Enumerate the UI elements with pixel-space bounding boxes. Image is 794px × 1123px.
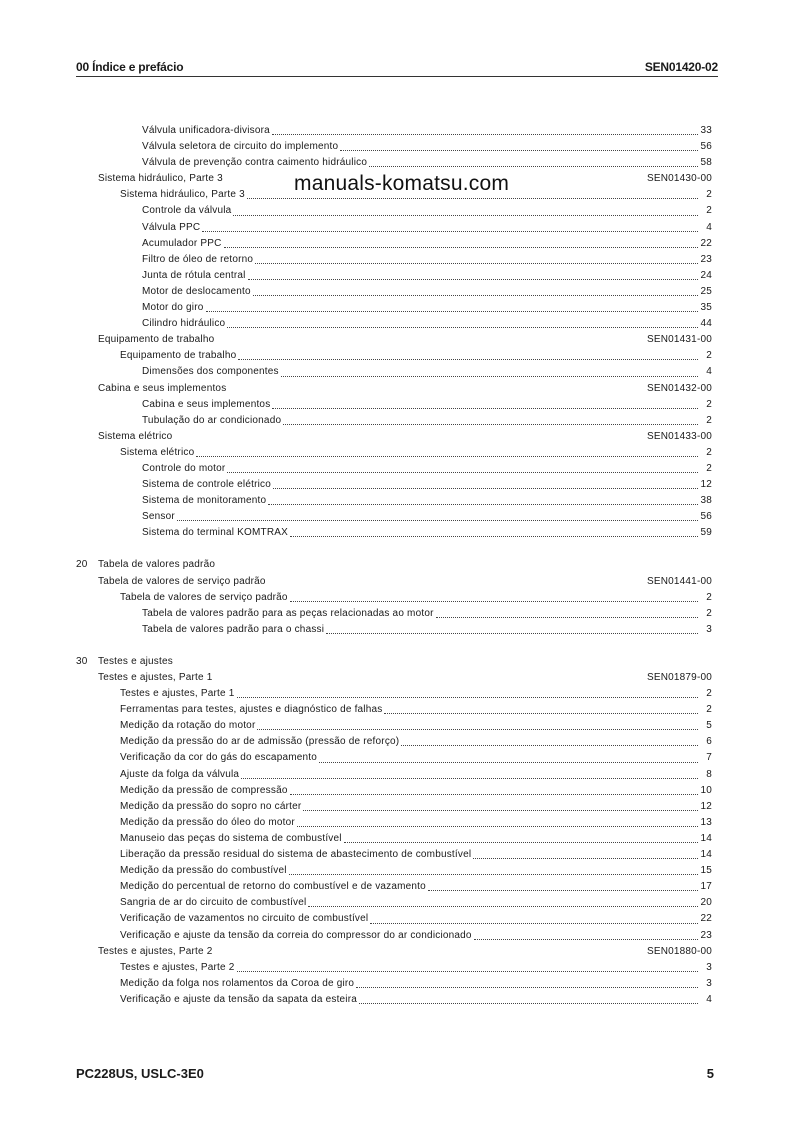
toc-entry-row[interactable] — [76, 493, 712, 509]
toc-leader-dots — [238, 359, 698, 360]
toc-leader-dots — [344, 842, 698, 843]
toc-entry-row[interactable] — [76, 767, 712, 783]
toc-entry-title: Controle do motor — [142, 462, 226, 474]
toc-entry-row[interactable] — [76, 364, 712, 380]
toc-entry-title: Medição da pressão do combustível — [120, 865, 287, 877]
toc-leader-dots — [436, 617, 698, 618]
toc-leader-dots — [303, 810, 698, 811]
toc-entry-row[interactable] — [76, 702, 712, 718]
toc-leader-dots — [273, 488, 698, 489]
toc-leader-dots — [289, 874, 698, 875]
toc-page-number: 25 — [700, 285, 712, 297]
toc-leader — [227, 316, 712, 332]
toc-leader-dots — [272, 408, 698, 409]
toc-entry-title: Equipamento de trabalho — [120, 350, 237, 362]
toc-leader-dots — [202, 231, 698, 232]
toc-page-number: 2 — [706, 704, 712, 716]
toc-leader — [281, 364, 712, 380]
toc-leader-dots — [428, 890, 698, 891]
toc-entry-title: Medição da pressão do sopro no cárter — [120, 800, 302, 812]
toc-entry-row[interactable] — [76, 348, 712, 364]
toc-entry-row[interactable] — [76, 992, 712, 1008]
toc-page-number: 2 — [706, 350, 712, 362]
toc-entry-title: Testes e ajustes, Parte 2 — [120, 961, 235, 973]
toc-leader — [303, 799, 712, 815]
toc-leader — [290, 590, 712, 606]
toc-leader — [196, 445, 712, 461]
toc-page-number: 12 — [700, 479, 712, 491]
toc-leader-dots — [248, 279, 698, 280]
toc-entry-title: Sensor — [142, 511, 175, 523]
toc-leader — [273, 477, 712, 493]
toc-page-number: 7 — [706, 752, 712, 764]
toc-page-number: 10 — [700, 784, 712, 796]
toc-leader-dots — [340, 150, 698, 151]
toc-leader-dots — [308, 906, 698, 907]
toc-page-number: 15 — [700, 865, 712, 877]
toc-page-number: 22 — [700, 237, 712, 249]
toc-chapter-number: 20 — [76, 559, 88, 571]
toc-page-number: 14 — [700, 849, 712, 861]
toc-entry-title: Sistema do terminal KOMTRAX — [142, 527, 288, 539]
toc-leader-dots — [241, 778, 698, 779]
toc-leader — [474, 928, 712, 944]
toc-page-number: 4 — [706, 366, 712, 378]
toc-page-number: 44 — [700, 318, 712, 330]
toc-entry-row[interactable] — [76, 236, 712, 252]
toc-page-number: 23 — [700, 253, 712, 265]
toc-entry-title: Sangria de ar do circuito de combustível — [120, 897, 307, 909]
toc-entry-row[interactable] — [76, 139, 712, 155]
toc-page-number: 2 — [706, 688, 712, 700]
toc-leader-dots — [227, 327, 698, 328]
toc-page-number: 4 — [706, 221, 712, 233]
toc-page-number: 22 — [700, 913, 712, 925]
toc-entry-row[interactable] — [76, 622, 712, 638]
toc-entry-row[interactable] — [76, 815, 712, 831]
toc-page-number: 59 — [700, 527, 712, 539]
toc-entry-row[interactable] — [76, 461, 712, 477]
toc-leader-dots — [319, 762, 698, 763]
toc-page-number: 2 — [706, 607, 712, 619]
toc-page-number: 56 — [700, 511, 712, 523]
toc-entry-title: Sistema de controle elétrico — [142, 479, 271, 491]
toc-entry-row[interactable] — [76, 928, 712, 944]
toc-chapter-title: Tabela de valores padrão — [98, 559, 216, 571]
toc-entry-title: Junta de rótula central — [142, 269, 246, 281]
toc-entry-row[interactable] — [76, 895, 712, 911]
toc-entry-row[interactable] — [76, 960, 712, 976]
toc-leader-dots — [290, 536, 698, 537]
toc-leader — [233, 203, 712, 219]
toc-section-code: SEN01880-00 — [646, 945, 712, 957]
toc-entry-title: Manuseio das peças do sistema de combustível — [120, 832, 342, 844]
toc-leader — [473, 847, 712, 863]
toc-entry-row[interactable] — [76, 911, 712, 927]
toc-entry-title: Medição da rotação do motor — [120, 720, 256, 732]
toc-entry-title: Verificação da cor do gás do escapamento — [120, 752, 318, 764]
toc-leader — [237, 686, 712, 702]
toc-page-number: 17 — [700, 881, 712, 893]
running-header-doc-code: SEN01420-02 — [644, 60, 718, 74]
toc-entry-row[interactable] — [76, 718, 712, 734]
toc-page-number: 2 — [706, 414, 712, 426]
toc-chapter-number: 30 — [76, 655, 88, 667]
toc-entry-title: Ferramentas para testes, ajustes e diagnóstico de falhas — [120, 704, 383, 716]
toc-entry-row[interactable] — [76, 863, 712, 879]
toc-entry-title: Medição do percentual de retorno do combustível e de vazamento — [120, 881, 426, 893]
toc-entry-title: Cabina e seus implementos — [142, 398, 271, 410]
toc-leader — [290, 525, 712, 541]
toc-section-row[interactable] — [76, 332, 712, 348]
toc-entry-title: Sistema elétrico — [98, 430, 173, 442]
toc-entry-row[interactable] — [76, 397, 712, 413]
toc-entry-title: Medição da pressão de compressão — [120, 784, 288, 796]
toc-leader — [257, 718, 712, 734]
toc-leader — [290, 783, 712, 799]
toc-leader-dots — [297, 826, 698, 827]
toc-entry-row[interactable] — [76, 477, 712, 493]
toc-entry-row[interactable] — [76, 525, 712, 541]
toc-leader-dots — [283, 424, 698, 425]
toc-leader — [370, 911, 712, 927]
toc-page-number: 3 — [706, 961, 712, 973]
toc-entry-title: Tabela de valores de serviço padrão — [98, 575, 266, 587]
toc-entry-title: Cabina e seus implementos — [98, 382, 227, 394]
toc-page-number: 2 — [706, 398, 712, 410]
toc-page-number: 13 — [700, 816, 712, 828]
toc-entry-row[interactable] — [76, 879, 712, 895]
toc-leader-dots — [233, 215, 698, 216]
toc-entry-title: Sistema hidráulico, Parte 3 — [98, 173, 223, 185]
toc-entry-row[interactable] — [76, 847, 712, 863]
toc-leader-dots — [206, 311, 698, 312]
toc-leader — [319, 750, 712, 766]
toc-leader — [289, 863, 712, 879]
toc-leader-dots — [384, 713, 698, 714]
toc-entry-row[interactable] — [76, 284, 712, 300]
toc-entry-row[interactable] — [76, 750, 712, 766]
toc-page-number: 6 — [706, 736, 712, 748]
toc-entry-title: Cilindro hidráulico — [142, 318, 226, 330]
watermark: manuals-komatsu.com — [294, 172, 510, 195]
toc-leader — [326, 622, 712, 638]
toc-leader — [272, 123, 712, 139]
toc-entry-title: Testes e ajustes, Parte 1 — [98, 672, 213, 683]
toc-page-number: 20 — [700, 897, 712, 909]
toc-leader-dots — [359, 1003, 698, 1004]
toc-entry-title: Acumulador PPC — [142, 237, 222, 249]
toc-entry-row[interactable] — [76, 300, 712, 316]
toc-entry-title: Medição da folga nos rolamentos da Coroa de giro — [120, 977, 355, 989]
toc-leader-dots — [370, 923, 698, 924]
toc-entry-title: Equipamento de trabalho — [98, 334, 215, 346]
toc-entry-row[interactable] — [76, 783, 712, 799]
toc-leader — [238, 348, 712, 364]
toc-entry-title: Tabela de valores padrão para o chassi — [142, 623, 325, 635]
toc-page-number: 12 — [700, 800, 712, 812]
toc-entry-title: Controle da válvula — [142, 205, 232, 217]
toc-leader — [401, 734, 712, 750]
toc-entry-title: Ajuste da folga da válvula — [120, 768, 240, 780]
toc-leader — [340, 139, 712, 155]
toc-leader-dots — [253, 295, 698, 296]
toc-chapter-row[interactable] — [76, 557, 712, 573]
toc-entry-row[interactable] — [76, 123, 712, 139]
toc-leader — [356, 976, 712, 992]
toc-leader — [237, 960, 712, 976]
toc-entry-title: Verificação de vazamentos no circuito de combustível — [120, 913, 369, 925]
toc-leader — [436, 606, 712, 622]
toc-entry-row[interactable] — [76, 799, 712, 815]
toc-section-code: SEN01430-00 — [646, 173, 712, 185]
toc-leader-dots — [369, 166, 698, 167]
toc-chapter-title: Testes e ajustes — [98, 655, 173, 667]
toc-entry-title: Válvula seletora de circuito do implemento — [142, 141, 339, 153]
running-header-title: 00 Índice e prefácio — [76, 60, 184, 74]
toc-leader — [248, 268, 712, 284]
toc-leader — [297, 815, 712, 831]
toc-entry-row[interactable] — [76, 590, 712, 606]
toc-entry-title: Verificação e ajuste da tensão da correia do compressor do ar condicionado — [120, 929, 472, 941]
toc-entry-title: Sistema hidráulico, Parte 3 — [120, 189, 245, 201]
toc-entry-title: Verificação e ajuste da tensão da sapata da esteira — [120, 993, 358, 1005]
toc-leader-dots — [401, 745, 698, 746]
toc-entry-row[interactable] — [76, 976, 712, 992]
toc-entry-row[interactable] — [76, 686, 712, 702]
toc-entry-row[interactable] — [76, 252, 712, 268]
toc-entry-title: Tabela de valores de serviço padrão — [120, 591, 288, 603]
toc-entry-title: Tubulação do ar condicionado — [142, 414, 282, 426]
toc-entry-title: Válvula unificadora-divisora — [142, 125, 270, 136]
toc-leader-dots — [247, 198, 698, 199]
toc-page-number: 38 — [700, 495, 712, 507]
toc-leader — [369, 155, 712, 171]
footer-page-number: 5 — [706, 1066, 714, 1081]
toc-page-number: 2 — [706, 446, 712, 458]
toc-entry-title: Liberação da pressão residual do sistema de abastecimento de combustível — [120, 849, 472, 861]
toc-leader-dots — [237, 697, 698, 698]
toc-page-number: 2 — [706, 205, 712, 217]
toc-page-number: 56 — [700, 141, 712, 153]
toc-chapter-row[interactable] — [76, 654, 712, 670]
toc-page-number: 3 — [706, 977, 712, 989]
toc-leader — [359, 992, 712, 1008]
toc-section-code: SEN01433-00 — [646, 430, 712, 442]
toc-page-number: 5 — [706, 720, 712, 732]
toc-entry-title: Testes e ajustes, Parte 2 — [98, 945, 213, 957]
toc-page-number: 23 — [700, 929, 712, 941]
toc-entry-row[interactable] — [76, 220, 712, 236]
toc-leader — [253, 284, 712, 300]
toc-leader — [227, 461, 712, 477]
toc-leader — [255, 252, 712, 268]
toc-section-row[interactable] — [76, 429, 712, 445]
toc-section-code: SEN01879-00 — [646, 672, 712, 683]
toc-entry-title: Testes e ajustes, Parte 1 — [120, 688, 235, 700]
toc-leader — [428, 879, 712, 895]
toc-entry-row[interactable] — [76, 606, 712, 622]
toc-leader-dots — [268, 504, 698, 505]
toc-section-row[interactable] — [76, 944, 712, 960]
toc-leader-dots — [356, 987, 698, 988]
toc-entry-title: Filtro de óleo de retorno — [142, 253, 254, 265]
toc-leader-dots — [290, 601, 698, 602]
toc-leader — [308, 895, 712, 911]
toc-page-number: 33 — [700, 125, 712, 136]
toc-entry-title: Válvula de prevenção contra caimento hidráulico — [142, 157, 368, 169]
toc-entry-row[interactable] — [76, 734, 712, 750]
toc-section-code: SEN01431-00 — [646, 334, 712, 346]
toc-leader — [206, 300, 712, 316]
toc-leader-dots — [227, 472, 698, 473]
toc-leader-dots — [224, 247, 698, 248]
toc-entry-row[interactable] — [76, 316, 712, 332]
toc-page-number: 8 — [706, 768, 712, 780]
toc-page-number: 2 — [706, 189, 712, 201]
toc-page-number: 4 — [706, 993, 712, 1005]
toc-leader-dots — [237, 971, 698, 972]
toc-entry-row[interactable] — [76, 445, 712, 461]
toc-leader-dots — [281, 376, 698, 377]
toc-leader-dots — [290, 794, 698, 795]
toc-entry-title: Sistema de monitoramento — [142, 495, 267, 507]
toc-leader-dots — [473, 858, 698, 859]
toc-leader — [241, 767, 712, 783]
toc-section-code: SEN01432-00 — [646, 382, 712, 394]
toc-leader-dots — [257, 729, 698, 730]
toc-entry-title: Motor de deslocamento — [142, 285, 251, 297]
toc-entry-title: Válvula PPC — [142, 221, 201, 233]
table-of-contents — [76, 123, 712, 1008]
toc-leader — [272, 397, 712, 413]
footer-model: PC228US, USLC-3E0 — [76, 1066, 204, 1081]
toc-entry-title: Sistema elétrico — [120, 446, 195, 458]
toc-entry-row[interactable] — [76, 413, 712, 429]
toc-page-number: 14 — [700, 832, 712, 844]
toc-section-row[interactable] — [76, 574, 712, 590]
toc-entry-row[interactable] — [76, 203, 712, 219]
toc-entry-row[interactable] — [76, 268, 712, 284]
toc-leader-dots — [196, 456, 698, 457]
toc-page-number: 3 — [706, 623, 712, 635]
header-divider — [76, 76, 718, 77]
toc-leader — [344, 831, 712, 847]
toc-page-number: 58 — [700, 157, 712, 169]
toc-page-number: 2 — [706, 591, 712, 603]
toc-entry-title: Tabela de valores padrão para as peças relacionadas ao motor — [142, 607, 434, 619]
toc-leader — [384, 702, 712, 718]
toc-leader-dots — [272, 134, 698, 135]
toc-leader-dots — [255, 263, 698, 264]
toc-entry-title: Motor do giro — [142, 302, 204, 314]
toc-leader — [177, 509, 712, 525]
toc-leader — [224, 236, 712, 252]
toc-page-number: 2 — [706, 462, 712, 474]
toc-section-code: SEN01441-00 — [646, 575, 712, 587]
toc-entry-title: Medição da pressão do óleo do motor — [120, 816, 295, 828]
toc-leader-dots — [177, 520, 698, 521]
toc-leader-dots — [474, 939, 698, 940]
toc-leader — [283, 413, 712, 429]
toc-section-row[interactable] — [76, 381, 712, 397]
toc-entry-row[interactable] — [76, 831, 712, 847]
toc-entry-title: Medição da pressão do ar de admissão (pressão de reforço) — [120, 736, 400, 748]
toc-entry-title: Dimensões dos componentes — [142, 366, 279, 378]
toc-page-number: 24 — [700, 269, 712, 281]
toc-leader-dots — [326, 633, 698, 634]
toc-entry-row[interactable] — [76, 509, 712, 525]
toc-section-row[interactable] — [76, 670, 712, 686]
toc-page-number: 35 — [700, 302, 712, 314]
toc-leader — [202, 220, 712, 236]
toc-entry-row[interactable] — [76, 155, 712, 171]
toc-leader — [268, 493, 712, 509]
